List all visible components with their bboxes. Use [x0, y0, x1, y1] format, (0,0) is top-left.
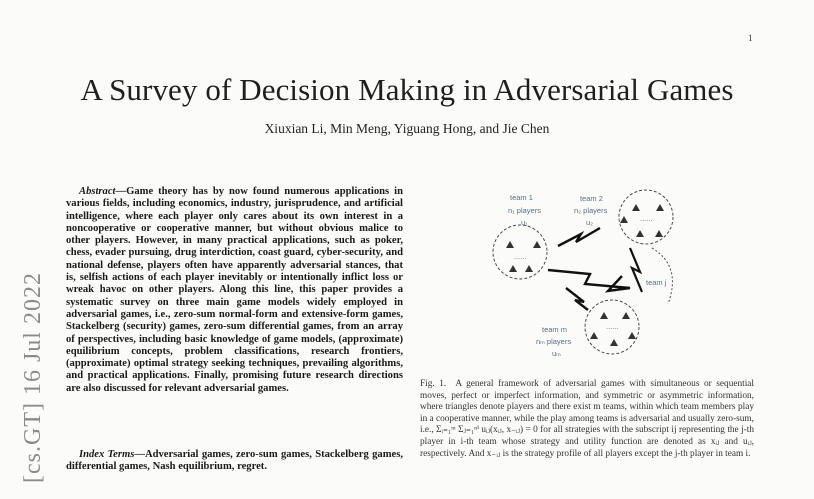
player-triangle-icon — [533, 241, 541, 248]
team-2-ellipsis: ...... — [640, 214, 653, 223]
player-triangle-icon — [636, 230, 644, 237]
team-2-title: team 2 — [580, 194, 603, 203]
conflict-bolt-icon — [548, 270, 630, 291]
player-triangle-icon — [620, 216, 628, 223]
team-2-players: n₂ players — [574, 206, 608, 215]
team-1-utility: u₁ — [521, 218, 528, 227]
caption-text: A general framework of adversarial games with simultaneous or sequential moves, perfect or imperfect information, and symmetric or asymmetric information, where triangles denote players and there exist m teams, within which team members play in a cooperative manner, while the play among teams is adversarial and usually zero-sum, i.e., Σᵢ₌₁ᵐ Σⱼ₌₁ⁿⁱ uᵢⱼ(xᵢⱼ, x₋ᵢⱼ) = 0 for all strategies with the subscript ij representing the j-th player in i-th team whose strategy and utility function are denoted as xᵢⱼ and uᵢⱼ, respectively. And x₋ᵢⱼ is the strategy profile of all players except the j-th player in team i. — [420, 379, 754, 459]
conflict-bolt-icon — [630, 248, 642, 292]
player-triangle-icon — [610, 339, 618, 346]
abstract — [66, 186, 403, 395]
index-terms-text: —Adversarial games, zero-sum games, Stackelberg games, differential games, Nash equilibrium, regret. — [66, 449, 403, 473]
player-triangle-icon — [525, 265, 533, 272]
player-triangle-icon — [590, 332, 598, 339]
author-list: Xiuxian Li, Min Meng, Yiguang Hong, and Jie Chen — [264, 121, 550, 136]
conflict-bolt-icon — [558, 228, 600, 246]
team-1-ellipsis: ...... — [514, 252, 527, 261]
figure-caption — [420, 379, 754, 460]
team-m-players: nₘ players — [536, 337, 572, 346]
player-triangle-icon — [632, 204, 640, 211]
player-triangle-icon — [656, 204, 664, 211]
team-m-utility: uₘ — [552, 349, 561, 358]
player-triangle-icon — [622, 312, 630, 319]
framework-diagram — [490, 186, 690, 366]
team-1-players: n₁ players — [508, 206, 541, 215]
team-j-title: team j — [646, 278, 667, 287]
player-triangle-icon — [655, 230, 663, 237]
team-m-ellipsis: ...... — [606, 322, 619, 331]
abstract-text: —Game theory has by now found numerous applications in various fields, including economics, industry, jurisprudence, and artificial intelligence, where each player only cares about its own interest in a noncooperative or cooperative manner, but without obvious malice to other players. However, in many practical applications, such as poker, chess, evader pursuing, drug interdiction, coast guard, cyber-security, and national defense, players often have apparently adversarial stances, that is, selfish actions of each player inevitably or intentionally inflict loss or wreak havoc on other players. Along this line, this paper provides a systematic survey on three main game models widely employed in adversarial games, i.e., zero-sum normal-form and extensive-form games, Stackelberg (security) games, zero-sum differential games, from an array of perspectives, including basic knowledge of game models, (approximate) equilibrium concepts, problem classifications, research frontiers, (approximate) optimal strategy seeking techniques, prevailing algorithms, and practical applications. Finally, promising future research directions are also discussed for relevant adversarial games. — [66, 186, 403, 394]
player-triangle-icon — [628, 332, 636, 339]
page-number: 1 — [748, 33, 753, 43]
index-terms — [66, 449, 403, 474]
player-triangle-icon — [506, 241, 514, 248]
player-triangle-icon — [600, 312, 608, 319]
team-m-title: team m — [542, 325, 568, 334]
player-triangle-icon — [509, 265, 517, 272]
team-1-title: team 1 — [510, 193, 533, 202]
caption-label: Fig. 1. — [420, 379, 447, 389]
index-terms-label: Index Terms — [79, 449, 135, 460]
figure-adversarial-framework — [490, 186, 690, 366]
abstract-label: Abstract — [79, 186, 116, 197]
team-j-arc — [652, 248, 672, 304]
paper-title: A Survey of Decision Making in Adversarial Games — [80, 72, 734, 107]
team-2-utility: u₂ — [586, 218, 594, 227]
conflict-bolt-icon — [566, 288, 588, 310]
arxiv-identifier-stamp: [cs.GT] 16 Jul 2022 — [20, 272, 46, 483]
